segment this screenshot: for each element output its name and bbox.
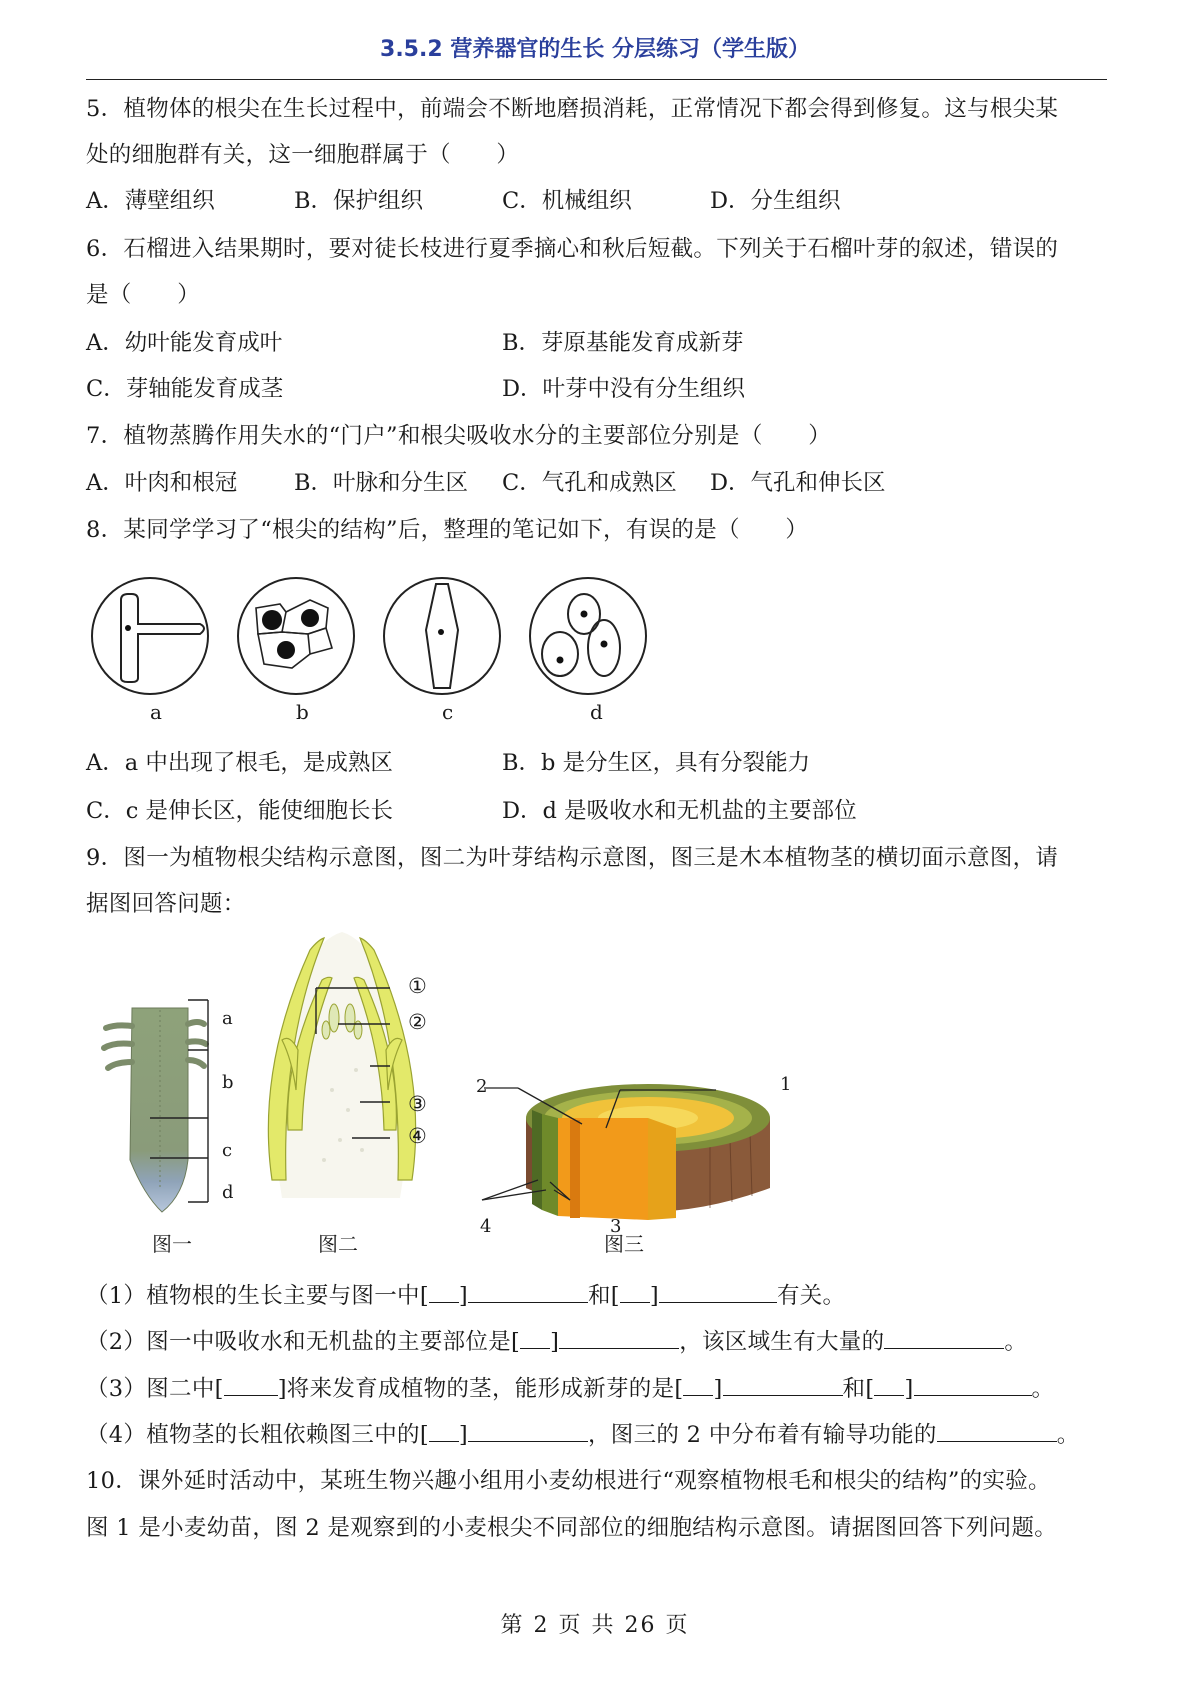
root-zone-label-a: a — [222, 1008, 233, 1029]
bud-label-4: ④ — [408, 1124, 427, 1148]
q8-cell-diagrams — [86, 570, 666, 730]
q7-option-b: B．叶脉和分生区 — [294, 470, 469, 496]
q6-option-c: C．芽轴能发育成茎 — [86, 376, 284, 402]
root-zone-label-b: b — [222, 1072, 234, 1093]
blank-14[interactable] — [468, 1419, 588, 1442]
q8-option-a: A．a 中出现了根毛，是成熟区 — [86, 750, 393, 776]
blank-11[interactable] — [874, 1373, 904, 1396]
fig1-caption: 图一 — [152, 1232, 192, 1256]
q7-stem: 7．植物蒸腾作用失水的“门户”和根尖吸收水分的主要部位分别是（ ） — [86, 423, 832, 449]
blank-1[interactable] — [429, 1280, 459, 1303]
q5-option-b: B．保护组织 — [294, 188, 424, 214]
cell-d-diagram — [530, 578, 646, 694]
page-header-title: 3.5.2 营养器官的生长 分层练习（学生版） — [380, 37, 810, 62]
stem-cross-section-figure — [470, 1060, 800, 1240]
blank-3[interactable] — [620, 1280, 650, 1303]
blank-10[interactable] — [723, 1373, 843, 1396]
root-zone-label-d: d — [222, 1182, 234, 1203]
q6-option-b: B．芽原基能发育成新芽 — [502, 330, 744, 356]
blank-15[interactable] — [937, 1419, 1057, 1442]
blank-7[interactable] — [884, 1326, 1004, 1349]
cell-c-diagram — [384, 578, 500, 694]
stem-label-3: 3 — [610, 1216, 622, 1237]
q7-option-d: D．气孔和伸长区 — [710, 470, 886, 496]
cell-d-label: d — [590, 700, 603, 724]
header-divider — [86, 79, 1107, 80]
q8-option-b: B．b 是分生区，具有分裂能力 — [502, 750, 811, 776]
stem-label-1: 1 — [780, 1074, 792, 1095]
q6-option-a: A．幼叶能发育成叶 — [86, 330, 283, 356]
q10-stem-line1: 10．课外延时活动中，某班生物兴趣小组用小麦幼根进行“观察植物根毛和根尖的结构”的实验。 — [86, 1468, 1051, 1494]
root-zone-label-c: c — [222, 1140, 233, 1161]
q8-stem: 8．某同学学习了“根尖的结构”后，整理的笔记如下，有误的是（ ） — [86, 517, 809, 543]
fig2-caption: 图二 — [318, 1232, 358, 1256]
q5-stem-line1: 5．植物体的根尖在生长过程中，前端会不断地磨损消耗，正常情况下都会得到修复。这与根尖某 — [86, 96, 1059, 122]
cell-b-diagram — [238, 578, 354, 694]
q6-stem-line1: 6．石榴进入结果期时，要对徒长枝进行夏季摘心和秋后短截。下列关于石榴叶芽的叙述，错误的 — [86, 236, 1059, 262]
q9-stem-line1: 9．图一为植物根尖结构示意图，图二为叶芽结构示意图，图三是木本植物茎的横切面示意图，请 — [86, 845, 1059, 871]
blank-6[interactable] — [559, 1326, 679, 1349]
blank-9[interactable] — [683, 1373, 713, 1396]
q5-stem-line2: 处的细胞群有关，这一细胞群属于（ ） — [86, 142, 520, 168]
leaf-bud-figure — [252, 930, 452, 1210]
fig3-caption: 图三 — [604, 1232, 644, 1256]
q5-option-c: C．机械组织 — [502, 188, 632, 214]
q9-sub3: （3）图二中[ ]将来发育成植物的茎，能形成新芽的是[ ] 和[ ] 。 — [86, 1373, 1054, 1404]
q6-stem-line2: 是（ ） — [86, 282, 201, 308]
blank-2[interactable] — [468, 1280, 588, 1303]
q10-stem-line2: 图 1 是小麦幼苗，图 2 是观察到的小麦根尖不同部位的细胞结构示意图。请据图回答下列问题。 — [86, 1515, 1058, 1541]
q5-option-d: D．分生组织 — [710, 188, 841, 214]
q9-sub4: （4）植物茎的长粗依赖图三中的[ ] ，图三的 2 中分布着有输导功能的 。 — [86, 1419, 1080, 1450]
page-footer: 第 2 页 共 26 页 — [500, 1613, 690, 1638]
bud-label-2: ② — [408, 1010, 427, 1034]
bud-label-3: ③ — [408, 1092, 427, 1116]
cell-a-diagram — [92, 578, 208, 694]
blank-12[interactable] — [914, 1373, 1032, 1396]
q6-option-d: D．叶芽中没有分生组织 — [502, 376, 746, 402]
cell-b-label: b — [296, 700, 309, 724]
blank-13[interactable] — [429, 1419, 459, 1442]
stem-label-4: 4 — [480, 1216, 492, 1237]
q9-stem-line2: 据图回答问题： — [86, 891, 246, 917]
q8-option-c: C．c 是伸长区，能使细胞长长 — [86, 798, 393, 824]
q9-sub2: （2）图一中吸收水和无机盐的主要部位是[ ] ，该区域生有大量的 。 — [86, 1326, 1027, 1357]
bud-label-1: ① — [408, 974, 427, 998]
blank-8[interactable] — [224, 1373, 278, 1396]
stem-label-2: 2 — [476, 1076, 488, 1097]
q9-sub1: （1）植物根的生长主要与图一中[ ] 和[ ] 有关。 — [86, 1280, 845, 1311]
cell-c-label: c — [442, 700, 454, 724]
blank-4[interactable] — [659, 1280, 777, 1303]
q7-option-a: A．叶肉和根冠 — [86, 470, 238, 496]
q8-option-d: D．d 是吸收水和无机盐的主要部位 — [502, 798, 857, 824]
blank-5[interactable] — [520, 1326, 550, 1349]
q7-option-c: C．气孔和成熟区 — [502, 470, 677, 496]
cell-a-label: a — [150, 700, 162, 724]
q5-option-a: A．薄壁组织 — [86, 188, 215, 214]
